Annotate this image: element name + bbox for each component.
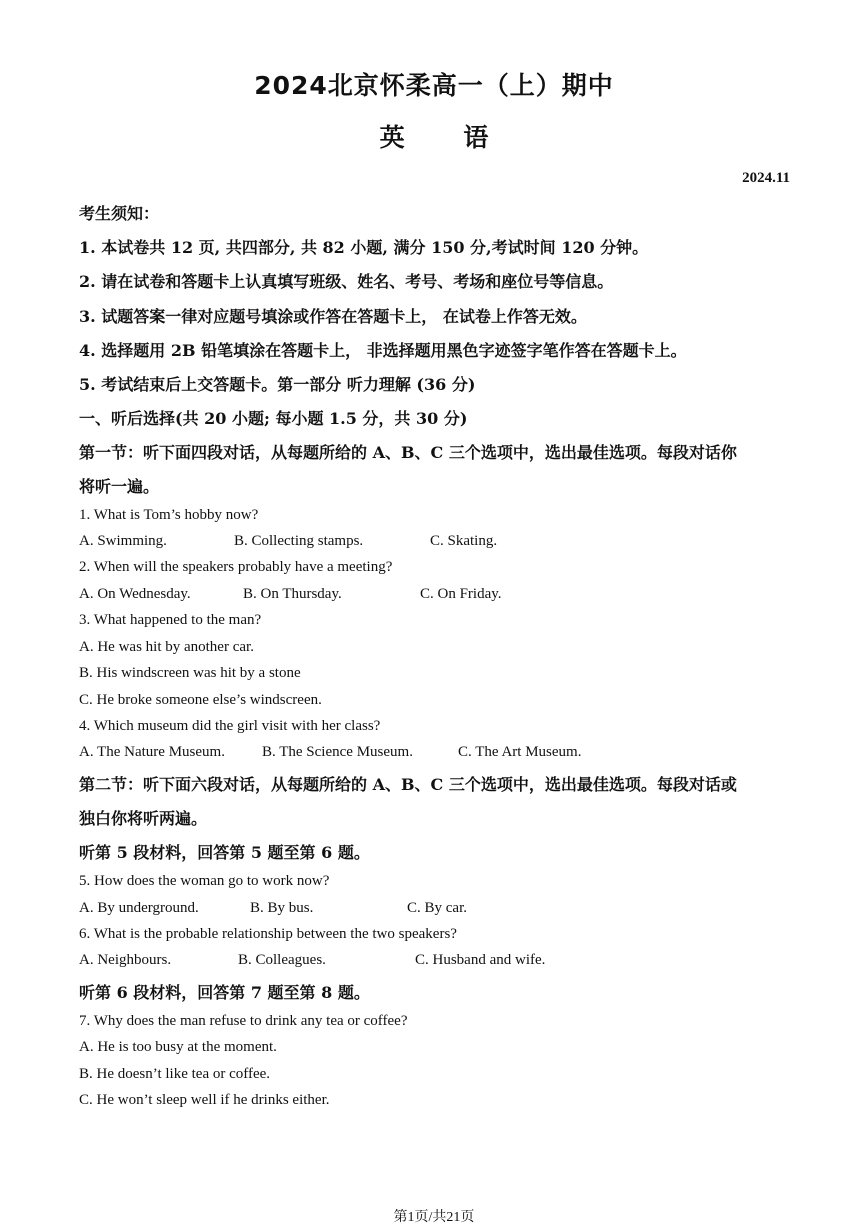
- material-5-heading: 听第 5 段材料，回答第 5 题至第 6 题。: [79, 843, 370, 862]
- part1-directions: 第一节：听下面四段对话，从每题所给的 A、B、C 三个选项中，选出最佳选项。每段对话你: [79, 443, 737, 462]
- page-number: 第1页/共21页: [393, 1210, 475, 1225]
- instructions-heading: 考生须知：: [79, 204, 160, 223]
- section-heading: 一、听后选择(共 20 小题; 每小题 1.5 分，共 30 分): [79, 409, 468, 428]
- q1-option-c: C. Skating.: [430, 533, 498, 549]
- question-7: 7. Why does the man refuse to drink any tea or coffee?: [79, 1013, 408, 1029]
- q4-option-a: A. The Nature Museum.: [79, 744, 225, 760]
- exam-title: 2024北京怀柔高一（上）期中: [254, 71, 614, 100]
- part2-directions-cont: 独白你将听两遍。: [79, 809, 208, 828]
- part2-directions: 第二节：听下面六段对话，从每题所给的 A、B、C 三个选项中，选出最佳选项。每段对话或: [79, 775, 737, 794]
- q6-option-b: B. Colleagues.: [238, 952, 326, 968]
- question-3: 3. What happened to the man?: [79, 612, 262, 628]
- q2-option-a: A. On Wednesday.: [79, 586, 191, 602]
- question-6: 6. What is the probable relationship between the two speakers?: [79, 926, 457, 942]
- subject-title: 英 语: [379, 123, 489, 152]
- q7-option-a: A. He is too busy at the moment.: [79, 1039, 277, 1055]
- q4-option-b: B. The Science Museum.: [262, 744, 413, 760]
- instruction-item: 3. 试题答案一律对应题号填涂或作答在答题卡上， 在试卷上作答无效。: [79, 307, 587, 326]
- q3-option-a: A. He was hit by another car.: [79, 639, 254, 655]
- q2-option-c: C. On Friday.: [420, 586, 502, 602]
- q6-option-c: C. Husband and wife.: [415, 952, 546, 968]
- q5-option-a: A. By underground.: [79, 900, 199, 916]
- question-1: 1. What is Tom’s hobby now?: [79, 507, 259, 523]
- q1-option-b: B. Collecting stamps.: [234, 533, 364, 549]
- q7-option-c: C. He won’t sleep well if he drinks either.: [79, 1092, 330, 1108]
- instruction-item: 1. 本试卷共 12 页, 共四部分, 共 82 小题, 满分 150 分,考试时间 120 分钟。: [79, 238, 649, 257]
- question-4: 4. Which museum did the girl visit with her class?: [79, 718, 381, 734]
- instruction-item: 5. 考试结束后上交答题卡。第一部分 听力理解 (36 分): [79, 375, 476, 394]
- question-5: 5. How does the woman go to work now?: [79, 873, 330, 889]
- q5-option-c: C. By car.: [407, 900, 467, 916]
- material-6-heading: 听第 6 段材料，回答第 7 题至第 8 题。: [79, 983, 370, 1002]
- q1-option-a: A. Swimming.: [79, 533, 167, 549]
- q3-option-b: B. His windscreen was hit by a stone: [79, 665, 301, 681]
- q5-option-b: B. By bus.: [250, 900, 314, 916]
- instruction-item: 4. 选择题用 2B 铅笔填涂在答题卡上， 非选择题用黑色字迹签字笔作答在答题卡上。: [79, 341, 687, 360]
- part1-directions-cont: 将听一遍。: [79, 477, 160, 496]
- instruction-item: 2. 请在试卷和答题卡上认真填写班级、姓名、考号、考场和座位号等信息。: [79, 272, 614, 291]
- q3-option-c: C. He broke someone else’s windscreen.: [79, 692, 322, 708]
- exam-date: 2024.11: [742, 170, 790, 186]
- q6-option-a: A. Neighbours.: [79, 952, 172, 968]
- q7-option-b: B. He doesn’t like tea or coffee.: [79, 1066, 271, 1082]
- question-2: 2. When will the speakers probably have a meeting?: [79, 559, 393, 575]
- q4-option-c: C. The Art Museum.: [458, 744, 582, 760]
- q2-option-b: B. On Thursday.: [243, 586, 342, 602]
